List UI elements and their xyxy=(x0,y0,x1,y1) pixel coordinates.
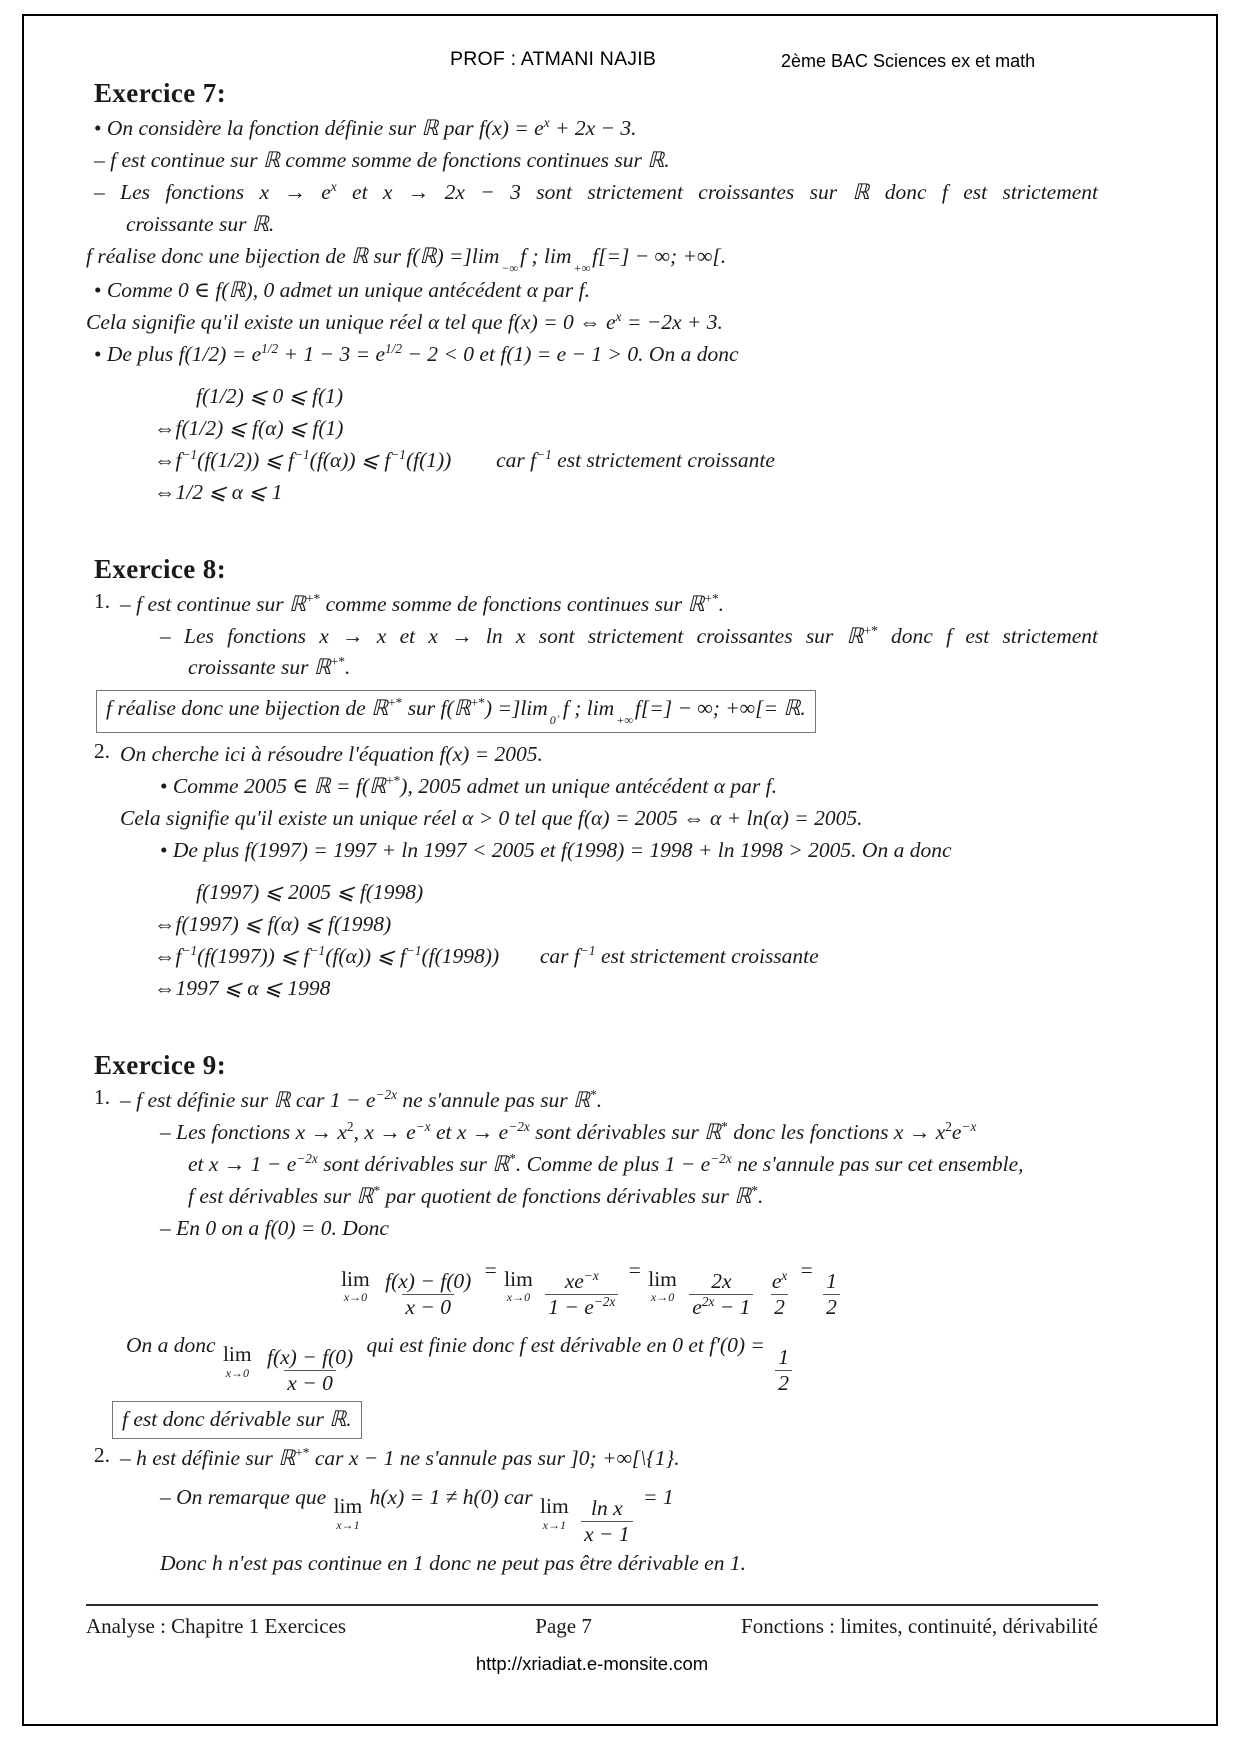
footer-page-number: Page 7 xyxy=(535,1614,592,1638)
inverse-exp: −1 xyxy=(536,446,552,462)
rplus-star: +* xyxy=(863,622,878,638)
class-level: 2ème BAC Sciences ex et math xyxy=(781,51,1036,71)
equals-sign: = xyxy=(800,1257,813,1282)
ex8-eq-3: $\Leftrightarrow f^{-1}(f(1997))$ ⩽ $f^{-1}(f(\alpha))$ ⩽ $f^{-1}(f(1998))$ car $f^{-1}$ est strictement croissante xyxy=(154,943,819,969)
ex8-item-1 xyxy=(86,589,1098,685)
rplus-star: +* xyxy=(388,695,403,711)
ex9-2-line-1: – h est définie sur ℝ+* car x − 1 ne s'annule pas sur ]0; +∞[\{1}. xyxy=(120,1444,680,1471)
exp-x: x xyxy=(543,114,550,130)
ex9-1-line-2: – Les fonctions $x \to x^2$, $x \to e^{-x}$ et $x \to e^{-2x}$ sont dérivables sur ℝ* donc les fonctions $x \to x^2e^{-x}$ xyxy=(160,1118,977,1145)
fraction-xe-over-1-minus-exp: $\frac{xe^{-x}}{1 - e^{-2x}}$ xyxy=(545,1270,618,1319)
dash-marker: – xyxy=(160,1120,171,1145)
ex9-boxed-statement-wrap xyxy=(112,1401,1098,1439)
ex9-2-line-2: – On remarque que lim x→1 h(x) = 1 ≠ h(0) car lim x→1 $\frac{\text{ln x}}{x - 1}$ = 1 xyxy=(160,1485,674,1547)
limit-x-to-0: lim x→0 xyxy=(504,1266,533,1305)
bullet-marker: • xyxy=(94,341,102,366)
exp-minus-x: −x xyxy=(961,1118,977,1134)
dash-marker: – xyxy=(160,1485,171,1510)
page-content xyxy=(86,44,1098,1684)
inverse-exp: −1 xyxy=(309,943,326,959)
ex7-line-7: • De plus $f(1/2) = e^{1/2} + 1 - 3 = e^{1/2} - 2 < 0$ et f(1) = e − 1 > 0. On a donc xyxy=(94,340,739,366)
item-body xyxy=(120,1085,1098,1245)
ex9-1-line-1: – f est définie sur ℝ car $1 - e^{-2x}$ ne s'annule pas sur ℝ*. xyxy=(120,1086,603,1113)
ex7-eq-4: ⇔1/2 ⩽ α ⩽ 1 xyxy=(154,479,283,504)
dash-marker: – xyxy=(160,623,171,648)
exp-2: 2 xyxy=(346,1118,354,1134)
ex8-2-line-1: On cherche ici à résoudre l'équation f(x) = 2005. xyxy=(120,742,543,767)
ex7-line-3-cont: croissante sur ℝ. xyxy=(126,211,275,236)
inverse-exp: −1 xyxy=(405,943,422,959)
inverse-exp: −1 xyxy=(579,943,596,959)
bullet-marker: • xyxy=(160,838,168,863)
item-number: 2. xyxy=(93,739,110,764)
exercise-7-title: Exercice 7: xyxy=(94,78,227,108)
exp-x: x xyxy=(615,308,622,324)
ex8-1-line-3: croissante sur ℝ+*. xyxy=(188,654,351,680)
r-star: * xyxy=(373,1182,381,1198)
ex8-eq-2: ⇔f(1997) ⩽ f(α) ⩽ f(1998) xyxy=(154,912,392,937)
dash-marker: – xyxy=(160,1215,171,1240)
equals-sign: = xyxy=(484,1257,497,1282)
exercise-8-title: Exercice 8: xyxy=(94,553,227,584)
ex9-item-1 xyxy=(86,1085,1098,1245)
limit-minus-infinity: −∞ xyxy=(501,260,519,275)
exp-minus-2x: −2x xyxy=(296,1150,318,1166)
ex8-2-line-4: • De plus f(1997) = 1997 + ln 1997 < 2005 et f(1998) = 1998 + ln 1998 > 2005. On a donc xyxy=(160,838,952,863)
spacer xyxy=(86,1245,1098,1255)
footer-website-url: http://xriadiat.e-monsite.com xyxy=(475,1653,709,1674)
fraction-lnx-over-x-minus-1: $\frac{\text{ln x}}{x - 1}$ xyxy=(581,1497,633,1546)
footer-chapter: Analyse : Chapitre 1 Exercices xyxy=(86,1614,347,1638)
rplus-star: +* xyxy=(704,590,719,606)
inverse-exp: −1 xyxy=(390,446,406,462)
ex8-item-2 xyxy=(86,739,1098,867)
dash-marker: – xyxy=(120,591,131,616)
ex7-eq-3: $\Leftrightarrow f^{-1}(f(1/2))$ ⩽ $f^{-1}(f(\alpha))$ ⩽ $f^{-1}(f(1))$ car $f^{-1}$ est strictement croissante xyxy=(154,446,775,472)
limit-x-to-0: lim x→0 xyxy=(341,1266,370,1305)
exp-minus-2x: −2x xyxy=(508,1118,530,1134)
exercise-9-title: Exercice 9: xyxy=(94,1050,227,1081)
ex7-line-5: • Comme 0 ∈ f(ℝ), 0 admet un unique antécédent α par f. xyxy=(94,277,591,302)
equals-sign: = xyxy=(628,1257,641,1282)
ex7-line-4: f réalise donc une bijection de ℝ sur f(ℝ) =]lim −∞ f ; lim +∞ f[=] − ∞; +∞[. xyxy=(86,243,727,275)
ex9-result-line: On a donc lim x→0 $\frac{f(x) - f(0)}{x - 0}$ qui est finie donc f est dérivable en 0 et f′(0) = $\frac{1}{2}$ xyxy=(86,1330,1098,1395)
bullet-marker: • xyxy=(94,277,102,302)
item-number: 1. xyxy=(93,588,110,613)
r-star: * xyxy=(751,1182,758,1198)
fraction-one-half: $\frac{1}{2}$ xyxy=(823,1270,840,1319)
inverse-exp: −1 xyxy=(181,943,198,959)
limit-plus-infinity: +∞ xyxy=(573,260,591,275)
ex9-item-2 xyxy=(86,1443,1098,1580)
inverse-exp: −1 xyxy=(293,446,310,462)
ex9-display-limit xyxy=(86,1255,1098,1320)
limit-plus-infinity: +∞ xyxy=(616,713,633,728)
ex8-2-line-3: Cela signifie qu'il existe un unique réel α > 0 tel que f(α) = 2005 ⇔ α + ln(α) = 2005. xyxy=(120,806,863,831)
limit-x-to-1: lim x→1 xyxy=(333,1494,363,1532)
ex7-eq-1: f(1/2) ⩽ 0 ⩽ f(1) xyxy=(196,383,344,408)
r-star: * xyxy=(509,1150,516,1166)
fraction-difference-quotient: $\frac{f(x) - f(0)}{x - 0}$ xyxy=(385,1269,472,1320)
spacer xyxy=(86,1320,1098,1330)
rplus-star: +* xyxy=(470,695,485,711)
ex8-eq-1: f(1997) ⩽ 2005 ⩽ f(1998) xyxy=(196,880,424,905)
bullet-marker: • xyxy=(160,774,168,799)
exp-minus-2x: −2x xyxy=(710,1150,732,1166)
limit-x-to-0: lim x→0 xyxy=(648,1266,677,1305)
ex8-boxed-statement-wrap xyxy=(96,690,1098,733)
ex7-line-3: – Les fonctions $x \to e^x$ et x → 2x − 3 sont strictement croissantes sur ℝ donc f est strictement xyxy=(94,178,1098,204)
ex8-2-line-2: • Comme 2005 ∈ ℝ = f(ℝ+*), 2005 admet un unique antécédent α par f. xyxy=(160,773,777,799)
bullet-marker: • xyxy=(94,116,102,140)
exp-2: 2 xyxy=(945,1118,952,1134)
item-number: 1. xyxy=(93,1085,110,1110)
ex9-boxed-statement: f est donc dérivable sur ℝ. xyxy=(112,1401,362,1439)
ex8-1-line-2: – Les fonctions x → x et x → ln x sont strictement croissantes sur ℝ+* donc f est strictement xyxy=(160,622,1098,648)
ex9-1-line-3: et $x \to 1 - e^{-2x}$ sont dérivables sur ℝ*. Comme de plus $1 - e^{-2x}$ ne s'annule pas sur cet ensemble, xyxy=(188,1150,1024,1176)
fraction-one-half: $\frac{1}{2}$ xyxy=(775,1346,792,1395)
dash-marker: – xyxy=(94,147,105,172)
document-footer xyxy=(86,1604,1098,1675)
limit-x-to-0: lim x→0 xyxy=(222,1342,252,1380)
exp-half: 1/2 xyxy=(261,340,279,356)
ex7-eq-2: ⇔f(1/2) ⩽ f(α) ⩽ f(1) xyxy=(154,415,344,440)
footer-divider xyxy=(86,1604,1098,1606)
ex7-line-1: • On considère la fonction définie sur ℝ par $f(x) = e^x + 2x - 3$. xyxy=(94,114,637,140)
fraction-exp-over-2: $\frac{e^x}{2}$ xyxy=(771,1267,788,1320)
dash-marker: – xyxy=(120,1088,131,1113)
inverse-exp: −1 xyxy=(181,446,198,462)
professor-name: PROF : ATMANI NAJIB xyxy=(450,48,657,70)
page-frame xyxy=(22,14,1218,1726)
rplus-star: +* xyxy=(386,773,401,789)
r-star: * xyxy=(590,1086,597,1102)
document-header xyxy=(86,44,1098,78)
exp-minus-2x: −2x xyxy=(375,1086,398,1102)
ex8-eq-4: ⇔1997 ⩽ α ⩽ 1998 xyxy=(154,976,331,1001)
ex7-line-6: Cela signifie qu'il existe un unique réel α tel que f(x) = 0 ⇔ $e^x = -2x + 3$. xyxy=(86,308,723,334)
ex8-boxed-statement: f réalise donc une bijection de ℝ+* sur f(ℝ+*) =]lim 0+ f ; lim +∞ f[=] − ∞; +∞[= ℝ. xyxy=(96,690,816,733)
ex9-1-line-5: – En 0 on a f(0) = 0. Donc xyxy=(160,1215,389,1240)
limit-x-to-1: lim x→1 xyxy=(540,1494,569,1532)
ex9-1-line-4: f est dérivables sur ℝ* par quotient de fonctions dérivables sur ℝ*. xyxy=(188,1182,764,1208)
item-number: 2. xyxy=(93,1443,110,1468)
rplus-star: +* xyxy=(306,590,321,606)
footer-topic: Fonctions : limites, continuité, dérivabilité xyxy=(741,1614,1098,1638)
rplus-star: +* xyxy=(295,1444,310,1460)
ex7-line-2: – f est continue sur ℝ comme somme de fonctions continues sur ℝ. xyxy=(94,147,670,172)
r-star: * xyxy=(721,1118,728,1134)
exp-minus-x: −x xyxy=(415,1118,431,1134)
fraction-2x-over-exp2x-minus-1: $\frac{2x}{e^{2x} - 1}$ xyxy=(689,1270,753,1319)
item-body xyxy=(120,1443,1098,1580)
fraction-difference-quotient: $\frac{f(x) - f(0)}{x - 0}$ xyxy=(267,1344,354,1395)
spacer xyxy=(86,867,1098,877)
rplus-star: +* xyxy=(330,654,346,670)
exp-half: 1/2 xyxy=(385,340,403,356)
item-body xyxy=(120,739,1098,867)
item-body xyxy=(120,589,1098,685)
exp-x: x xyxy=(330,178,337,194)
dash-marker: – xyxy=(94,179,105,204)
dash-marker: – xyxy=(120,1446,131,1471)
spacer xyxy=(86,371,1098,381)
limit-zero-plus: 0+ xyxy=(549,712,561,728)
footer-row xyxy=(86,1614,1098,1639)
ex8-1-line-1: – f est continue sur ℝ+* comme somme de fonctions continues sur ℝ+*. xyxy=(120,590,725,616)
ex9-2-line-3: Donc h n'est pas continue en 1 donc ne peut pas être dérivable en 1. xyxy=(160,1550,746,1575)
